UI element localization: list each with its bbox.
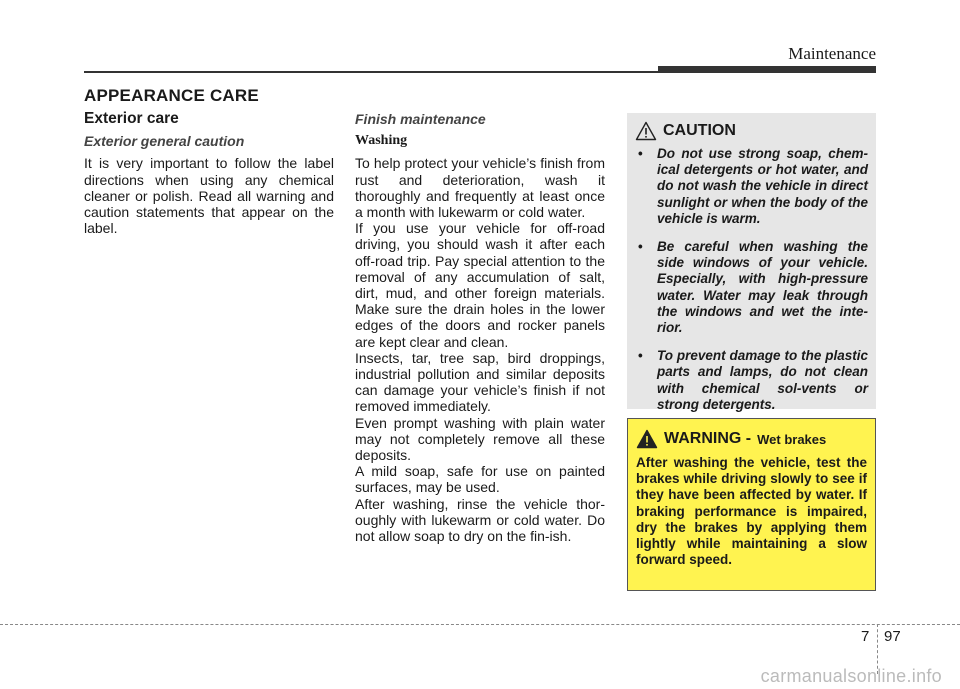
finish-paragraph: To help protect your vehicle’s finish from rust and deterioration, wash it thoroughly and frequently at least once a month with lukewarm or cold water. bbox=[355, 155, 605, 221]
finish-paragraph: If you use your vehicle for off-road driving, you should wash it after each off-road trip. Pay special attention to the removal of any accumulation of salt, dirt, mud, and other foreign materials. Make sure the drain holes in the lower edges of the doors and rocker panels are kept clear and clean. bbox=[355, 220, 605, 350]
warning-title-row bbox=[636, 429, 867, 449]
finish-paragraph: After washing, rinse the vehicle thor-oughly with lukewarm or cold water. Do not allow soap to dry on the fin-ish. bbox=[355, 495, 605, 545]
finish-maintenance-heading: Finish maintenance bbox=[355, 111, 486, 127]
section-title: APPEARANCE CARE bbox=[84, 86, 259, 105]
finish-paragraph: Even prompt washing with plain water may not completely remove all these deposits. bbox=[355, 414, 605, 464]
warning-title: WARNING - bbox=[664, 430, 752, 447]
caution-item-text: Be careful when washing the side windows of your vehicle. Especially, with high-pressure water. Water may leak through the windows and wet the inte-rior. bbox=[657, 239, 868, 336]
left-column bbox=[84, 111, 334, 236]
watermark: carmanualsonline.info bbox=[760, 666, 942, 686]
header-rule-thin bbox=[84, 71, 662, 73]
warning-triangle-outline-icon bbox=[635, 121, 657, 141]
washing-label: Washing bbox=[355, 133, 408, 149]
caution-item bbox=[635, 239, 868, 336]
bullet-marker: • bbox=[638, 239, 643, 255]
exterior-care-heading: Exterior care bbox=[84, 110, 179, 127]
exterior-caution-subheading: Exterior general caution bbox=[84, 133, 245, 150]
bullet-marker: • bbox=[638, 146, 643, 161]
warning-subtitle: Wet brakes bbox=[757, 431, 827, 447]
caution-item bbox=[635, 348, 868, 413]
warning-triangle-filled-icon bbox=[636, 429, 658, 449]
footer-dashed-rule bbox=[0, 624, 960, 625]
finish-paragraph: A mild soap, safe for use on painted surfaces, may be used. bbox=[355, 463, 605, 496]
caution-list bbox=[635, 146, 868, 413]
chapter-number: 7 bbox=[861, 628, 870, 645]
bullet-marker: • bbox=[638, 348, 643, 364]
caution-title-row bbox=[635, 121, 868, 141]
caution-item bbox=[635, 146, 868, 227]
caution-title: CAUTION bbox=[663, 122, 736, 139]
exterior-caution-text: It is very important to follow the label directions when using any chemical cleaner or polish. Read all warning and caution statements that appear on the label. bbox=[84, 155, 334, 237]
caution-item-text: Do not use strong soap, chem-ical detergents or hot water, and do not wash the vehicle in direct sunlight or when the body of the vehicle is warm. bbox=[657, 146, 868, 226]
running-header: Maintenance bbox=[788, 44, 876, 63]
caution-item-text: To prevent damage to the plastic parts and lamps, do not clean with chemical sol-vents or strong detergents. bbox=[657, 348, 868, 412]
warning-text: After washing the vehicle, test the brakes while driving slowly to see if they have been affected by water. If braking performance is impaired, dry the brakes by applying them lightly while maintaining a slow forward speed. bbox=[636, 455, 867, 568]
middle-column bbox=[355, 111, 605, 544]
finish-paragraph: Insects, tar, tree sap, bird droppings, industrial pollution and similar deposits can damage your vehicle’s finish if not removed immediately. bbox=[355, 349, 605, 415]
warning-box bbox=[627, 418, 876, 591]
header-rule-thick bbox=[658, 66, 876, 73]
caution-box bbox=[627, 113, 876, 412]
page-number: 97 bbox=[884, 628, 901, 645]
